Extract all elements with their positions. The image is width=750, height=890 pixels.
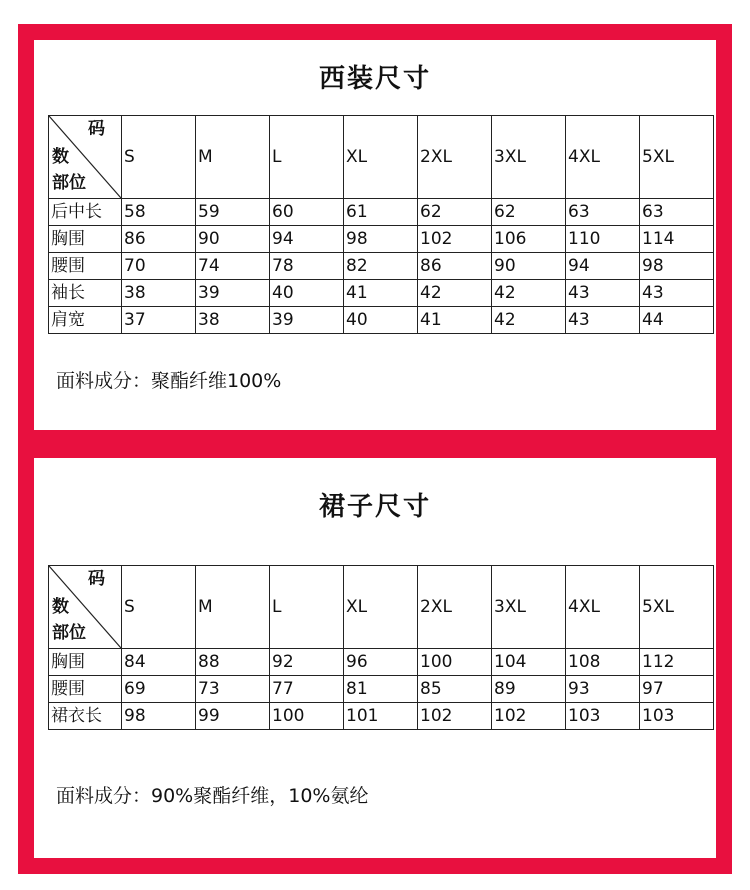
table-row xyxy=(49,280,714,307)
measurement-cell: 59 xyxy=(196,199,270,226)
measurement-cell: 40 xyxy=(270,280,344,307)
measurement-cell: 90 xyxy=(492,253,566,280)
measurement-cell: 103 xyxy=(640,703,714,730)
measurement-cell: 70 xyxy=(122,253,196,280)
measurement-cell: 98 xyxy=(122,703,196,730)
measurement-cell: 112 xyxy=(640,649,714,676)
skirt-size-panel xyxy=(34,458,716,858)
corner-cell xyxy=(49,116,122,199)
measurement-cell: 81 xyxy=(344,676,418,703)
measurement-cell: 86 xyxy=(122,226,196,253)
suit-title: 西装尺寸 xyxy=(318,64,431,94)
row-label-cell: 胸围 xyxy=(49,649,122,676)
suit-size-panel xyxy=(34,40,716,430)
table-row xyxy=(49,649,714,676)
skirt-size-table xyxy=(48,565,714,730)
measurement-cell: 62 xyxy=(418,199,492,226)
measurement-cell: 106 xyxy=(492,226,566,253)
measurement-cell: 62 xyxy=(492,199,566,226)
measurement-cell: 93 xyxy=(566,676,640,703)
measurement-cell: 92 xyxy=(270,649,344,676)
corner-size-label-2: 数 xyxy=(52,147,69,167)
measurement-cell: 102 xyxy=(418,703,492,730)
measurement-cell: 100 xyxy=(418,649,492,676)
measurement-cell: 42 xyxy=(492,307,566,334)
measurement-cell: 98 xyxy=(344,226,418,253)
corner-part-label: 部位 xyxy=(52,623,86,643)
measurement-cell: 100 xyxy=(270,703,344,730)
size-header-cell: L xyxy=(270,566,344,649)
table-row xyxy=(49,253,714,280)
row-label-cell: 后中长 xyxy=(49,199,122,226)
measurement-cell: 98 xyxy=(640,253,714,280)
size-header-cell: S xyxy=(122,116,196,199)
measurement-cell: 84 xyxy=(122,649,196,676)
measurement-cell: 61 xyxy=(344,199,418,226)
size-header-cell: 4XL xyxy=(566,566,640,649)
measurement-cell: 90 xyxy=(196,226,270,253)
row-label-cell: 裙衣长 xyxy=(49,703,122,730)
measurement-cell: 82 xyxy=(344,253,418,280)
corner-size-label: 码 xyxy=(88,119,105,139)
measurement-cell: 38 xyxy=(122,280,196,307)
measurement-cell: 88 xyxy=(196,649,270,676)
measurement-cell: 37 xyxy=(122,307,196,334)
measurement-cell: 78 xyxy=(270,253,344,280)
measurement-cell: 41 xyxy=(344,280,418,307)
size-header-cell: M xyxy=(196,116,270,199)
measurement-cell: 102 xyxy=(418,226,492,253)
size-header-cell: XL xyxy=(344,116,418,199)
header-row xyxy=(49,566,714,649)
corner-part-label: 部位 xyxy=(52,173,86,193)
row-label-cell: 腰围 xyxy=(49,253,122,280)
measurement-cell: 102 xyxy=(492,703,566,730)
header-row xyxy=(49,116,714,199)
size-header-cell: L xyxy=(270,116,344,199)
row-label-cell: 胸围 xyxy=(49,226,122,253)
size-header-cell: M xyxy=(196,566,270,649)
table-row xyxy=(49,226,714,253)
measurement-cell: 43 xyxy=(566,307,640,334)
measurement-cell: 42 xyxy=(492,280,566,307)
measurement-cell: 110 xyxy=(566,226,640,253)
measurement-cell: 96 xyxy=(344,649,418,676)
size-header-cell: S xyxy=(122,566,196,649)
corner-size-label: 码 xyxy=(88,569,105,589)
measurement-cell: 63 xyxy=(640,199,714,226)
measurement-cell: 101 xyxy=(344,703,418,730)
table-row xyxy=(49,307,714,334)
row-label-cell: 腰围 xyxy=(49,676,122,703)
size-header-cell: 3XL xyxy=(492,566,566,649)
row-label-cell: 肩宽 xyxy=(49,307,122,334)
measurement-cell: 104 xyxy=(492,649,566,676)
measurement-cell: 60 xyxy=(270,199,344,226)
table-row xyxy=(49,676,714,703)
corner-cell xyxy=(49,566,122,649)
measurement-cell: 43 xyxy=(640,280,714,307)
measurement-cell: 39 xyxy=(270,307,344,334)
measurement-cell: 103 xyxy=(566,703,640,730)
measurement-cell: 38 xyxy=(196,307,270,334)
measurement-cell: 97 xyxy=(640,676,714,703)
measurement-cell: 114 xyxy=(640,226,714,253)
measurement-cell: 85 xyxy=(418,676,492,703)
measurement-cell: 74 xyxy=(196,253,270,280)
measurement-cell: 39 xyxy=(196,280,270,307)
skirt-fabric-composition: 面料成分：90%聚酯纤维，10%氨纶 xyxy=(56,785,369,807)
corner-size-label-2: 数 xyxy=(52,597,69,617)
measurement-cell: 42 xyxy=(418,280,492,307)
size-header-cell: 2XL xyxy=(418,566,492,649)
measurement-cell: 41 xyxy=(418,307,492,334)
measurement-cell: 63 xyxy=(566,199,640,226)
skirt-title: 裙子尺寸 xyxy=(318,492,431,522)
size-header-cell: 3XL xyxy=(492,116,566,199)
measurement-cell: 73 xyxy=(196,676,270,703)
suit-fabric-composition: 面料成分：聚酯纤维100% xyxy=(56,370,282,392)
measurement-cell: 94 xyxy=(270,226,344,253)
measurement-cell: 43 xyxy=(566,280,640,307)
measurement-cell: 99 xyxy=(196,703,270,730)
size-header-cell: 4XL xyxy=(566,116,640,199)
table-row xyxy=(49,703,714,730)
table-row xyxy=(49,199,714,226)
suit-size-table xyxy=(48,115,714,334)
measurement-cell: 86 xyxy=(418,253,492,280)
size-header-cell: 5XL xyxy=(640,116,714,199)
size-header-cell: 2XL xyxy=(418,116,492,199)
measurement-cell: 108 xyxy=(566,649,640,676)
measurement-cell: 69 xyxy=(122,676,196,703)
size-header-cell: XL xyxy=(344,566,418,649)
measurement-cell: 77 xyxy=(270,676,344,703)
row-label-cell: 袖长 xyxy=(49,280,122,307)
measurement-cell: 94 xyxy=(566,253,640,280)
measurement-cell: 44 xyxy=(640,307,714,334)
measurement-cell: 40 xyxy=(344,307,418,334)
measurement-cell: 89 xyxy=(492,676,566,703)
size-header-cell: 5XL xyxy=(640,566,714,649)
measurement-cell: 58 xyxy=(122,199,196,226)
